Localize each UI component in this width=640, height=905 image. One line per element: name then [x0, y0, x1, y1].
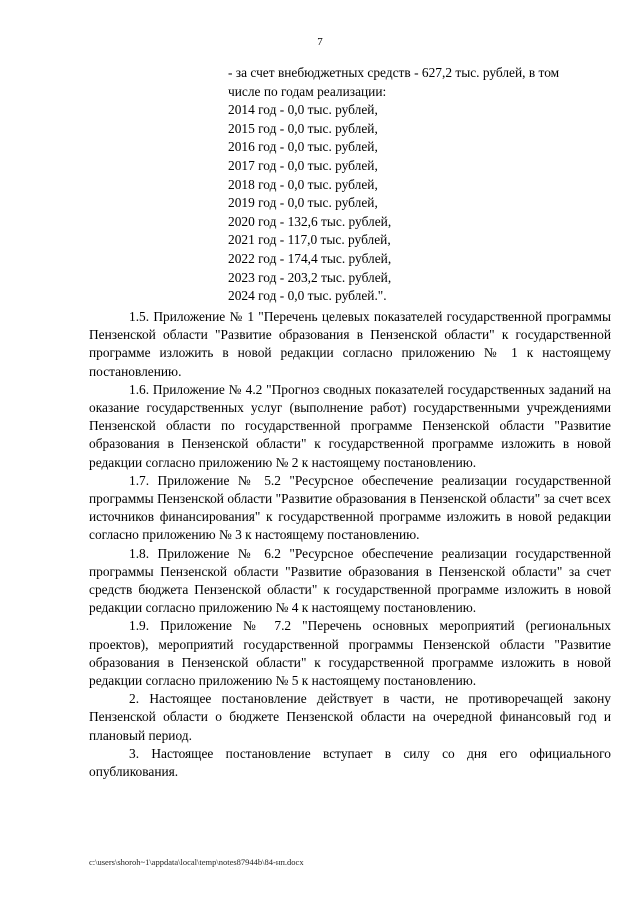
- funding-line: 2015 год - 0,0 тыс. рублей,: [228, 120, 378, 136]
- paragraph-2: 2. Настоящее постановление действует в части, не противоречащей закону Пензенской области о бюджете Пензенской области на очередной финансовый год и плановый период.: [89, 691, 611, 743]
- paragraph-1-6: 1.6. Приложение № 4.2 "Прогноз сводных показателей государственных заданий на оказание государственных услуг (выполнение работ) государственными учреждениями Пензенской области по государственной программе Пензенской области "Развитие образования в Пензенской области" к государственной программе изложить в новой редакции согласно приложению № 2 к настоящему постановлению.: [89, 381, 611, 470]
- funding-line: 2020 год - 132,6 тыс. рублей,: [228, 213, 392, 229]
- footer-file-path: c:\users\shoroh~1\appdata\local\temp\notes87944b\84-нп.docx: [89, 857, 304, 867]
- funding-line: - за счет внебюджетных средств - 627,2 тыс. рублей, в том: [228, 65, 560, 80]
- paragraph-1-9: 1.9. Приложение № 7.2 "Перечень основных мероприятий (региональных проектов), мероприятий государственной программы Пензенской области "Развитие образования в Пензенской области" к государственной программе изложить в новой редакции согласно приложению № 5 к настоящему постановлению.: [89, 618, 611, 689]
- page-number: 7: [317, 36, 323, 48]
- funding-by-year-block: [228, 64, 618, 306]
- funding-line: 2024 год - 0,0 тыс. рублей.".: [228, 288, 387, 304]
- paragraph-1-8: 1.8. Приложение № 6.2 "Ресурсное обеспечение реализации государственной программы Пензенской области "Развитие образования в Пензенской области" за счет средств бюджета Пензенской области" к государственной программе изложить в новой редакции согласно приложению № 4 к настоящему постановлению.: [89, 545, 611, 616]
- funding-line: 2019 год - 0,0 тыс. рублей,: [228, 195, 378, 211]
- paragraph-1-5: 1.5. Приложение № 1 "Перечень целевых показателей государственной программы Пензенской области "Развитие образования в Пензенской области" к государственной программе изложить в новой редакции согласно приложению № 1 к настоящему постановлению.: [89, 309, 611, 379]
- funding-line: 2017 год - 0,0 тыс. рублей,: [228, 157, 378, 173]
- funding-line: числе по годам реализации:: [228, 83, 387, 99]
- paragraph-1-7: 1.7. Приложение № 5.2 "Ресурсное обеспечение реализации государственной программы Пензенской области "Развитие образования в Пензенской области" за счет всех источников финансирования" к государственной программе изложить в новой редакции согласно приложению № 3 к настоящему постановлению.: [89, 472, 611, 543]
- funding-line: 2021 год - 117,0 тыс. рублей,: [228, 232, 391, 248]
- funding-line: 2018 год - 0,0 тыс. рублей,: [228, 176, 378, 192]
- paragraph-3: 3. Настоящее постановление вступает в силу со дня его официального опубликования.: [89, 745, 611, 780]
- funding-line: 2014 год - 0,0 тыс. рублей,: [228, 102, 378, 118]
- document-body: [89, 308, 611, 781]
- funding-line: 2023 год - 203,2 тыс. рублей,: [228, 269, 392, 285]
- funding-line: 2016 год - 0,0 тыс. рублей,: [228, 139, 378, 155]
- funding-line: 2022 год - 174,4 тыс. рублей,: [228, 250, 392, 266]
